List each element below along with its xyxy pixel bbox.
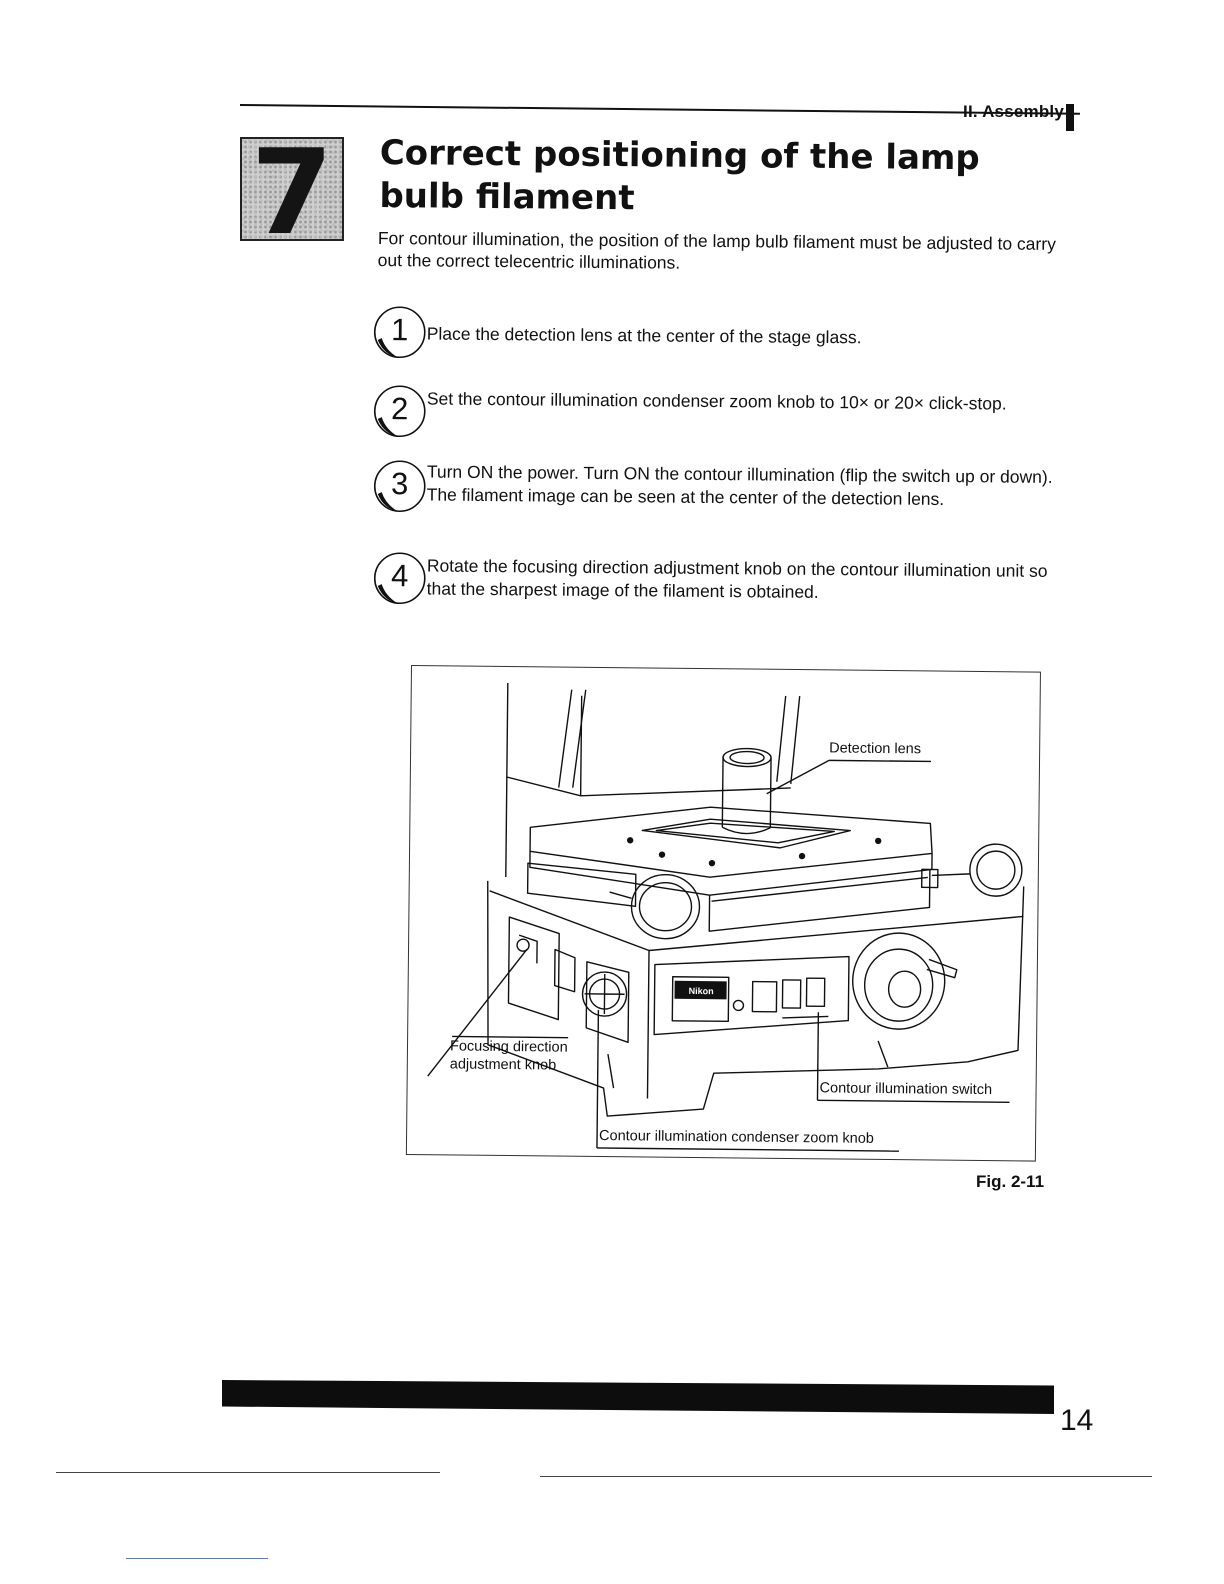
figure-2-11 — [406, 665, 1041, 1162]
callout-contour-switch: Contour illumination switch — [819, 1080, 993, 1099]
step-4 — [372, 550, 1072, 602]
callout-focusing-knob-line2: adjustment knob — [449, 1056, 557, 1074]
step-3-number: 3 — [390, 466, 409, 502]
bottom-rule-left — [56, 1472, 440, 1473]
link-underline — [126, 1558, 268, 1559]
intro-paragraph: For contour illumination, the position of the lamp bulb filament must be adjusted to carry out the correct telecentric illuminations. — [377, 227, 1056, 273]
chapter-number: 7 — [250, 137, 334, 241]
chapter-number-box — [240, 137, 344, 241]
step-1-number: 1 — [390, 312, 409, 348]
section-label: II. Assembly — [963, 102, 1064, 121]
step-4-number: 4 — [390, 558, 409, 594]
step-2-text: Set the contour illumination condenser zoom knob to 10× or 20× click-stop. — [426, 388, 1007, 414]
brand-label: Nikon — [688, 985, 714, 997]
callout-detection-lens: Detection lens — [829, 740, 922, 758]
step-3-text: Turn ON the power. Turn ON the contour illumination (flip the switch up or down). The filament image can be seen at the center of the detection lens. — [426, 461, 1053, 509]
header-rule — [240, 104, 1080, 115]
step-2 — [372, 383, 1072, 427]
figure-caption: Fig. 2-11 — [976, 1172, 1045, 1191]
page-title: Correct positioning of the lamp bulb filament — [379, 132, 980, 219]
callout-focusing-knob-line1: Focusing direction — [449, 1038, 568, 1056]
footer-bar — [222, 1380, 1054, 1414]
step-1 — [372, 304, 1072, 348]
step-4-text: Rotate the focusing direction adjustment knob on the contour illumination unit so that the sharpest image of the filament is obtained. — [426, 555, 1048, 602]
step-1-text: Place the detection lens at the center of the stage glass. — [426, 323, 862, 348]
bottom-rule-right — [540, 1476, 1152, 1477]
page-number: 14 — [1060, 1404, 1094, 1437]
callout-zoom-knob: Contour illumination condenser zoom knob — [598, 1127, 875, 1147]
step-2-number: 2 — [390, 391, 409, 427]
section-marker-bar — [1066, 104, 1074, 131]
step-3 — [372, 458, 1072, 509]
